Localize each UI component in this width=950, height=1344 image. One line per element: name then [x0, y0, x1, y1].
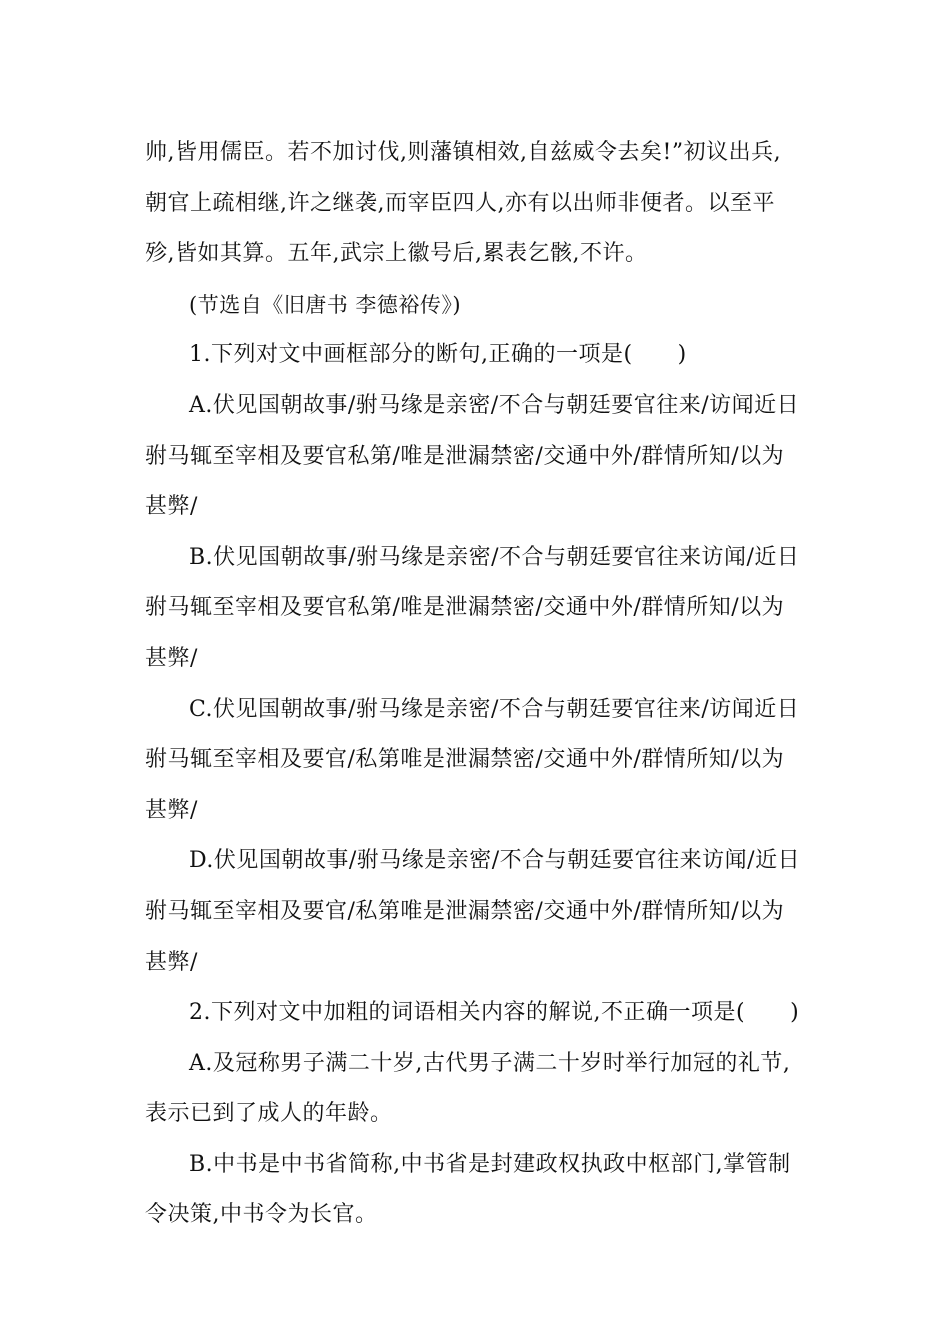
passage-line: 殄,皆如其算。五年,武宗上徽号后,累表乞骸,不许。 — [145, 241, 648, 267]
option-1c-line: C.伏见国朝故事/驸马缘是亲密/不合与朝廷要官往来/访闻近日 — [189, 696, 800, 722]
option-2a-line: 表示已到了成人的年龄。 — [145, 1101, 393, 1127]
option-2b-line: B.中书是中书省简称,中书省是封建政权执政中枢部门,掌管制 — [189, 1151, 791, 1177]
question-2-stem: 2.下列对文中加粗的词语相关内容的解说,不正确一项是( ) — [189, 1000, 800, 1026]
passage-line: 朝官上疏相继,许之继袭,而宰臣四人,亦有以出师非便者。以至平 — [145, 190, 775, 216]
option-1c-line: 甚弊/ — [145, 797, 198, 823]
option-1b-line: 驸马辄至宰相及要官私第/唯是泄漏禁密/交通中外/群情所知/以为 — [145, 595, 785, 621]
option-2a-line: A.及冠称男子满二十岁,古代男子满二十岁时举行加冠的礼节, — [189, 1050, 791, 1076]
option-1d-line: 甚弊/ — [145, 949, 198, 975]
source-citation: (节选自《旧唐书 李德裕传》) — [189, 292, 462, 317]
option-2b-line: 令决策,中书令为长官。 — [145, 1202, 378, 1228]
option-1c-line: 驸马辄至宰相及要官/私第唯是泄漏禁密/交通中外/群情所知/以为 — [145, 747, 785, 773]
option-1a-line: 甚弊/ — [145, 494, 198, 520]
option-1b-line: 甚弊/ — [145, 645, 198, 671]
option-1d-line: D.伏见国朝故事/驸马缘是亲密/不合与朝廷要官往来访闻/近日 — [189, 848, 801, 874]
option-1a-line: 驸马辄至宰相及要官私第/唯是泄漏禁密/交通中外/群情所知/以为 — [145, 443, 785, 469]
option-1a-line: A.伏见国朝故事/驸马缘是亲密/不合与朝廷要官往来/访闻近日 — [189, 392, 800, 418]
option-1b-line: B.伏见国朝故事/驸马缘是亲密/不合与朝廷要官往来访闻/近日 — [189, 544, 800, 570]
question-1-stem: 1.下列对文中画框部分的断句,正确的一项是( ) — [189, 342, 687, 368]
document-body — [145, 128, 810, 1241]
passage-line: 帅,皆用儒臣。若不加讨伐,则藩镇相效,自兹威令去矣!”初议出兵, — [145, 140, 782, 165]
option-1d-line: 驸马辄至宰相及要官/私第唯是泄漏禁密/交通中外/群情所知/以为 — [145, 898, 785, 924]
